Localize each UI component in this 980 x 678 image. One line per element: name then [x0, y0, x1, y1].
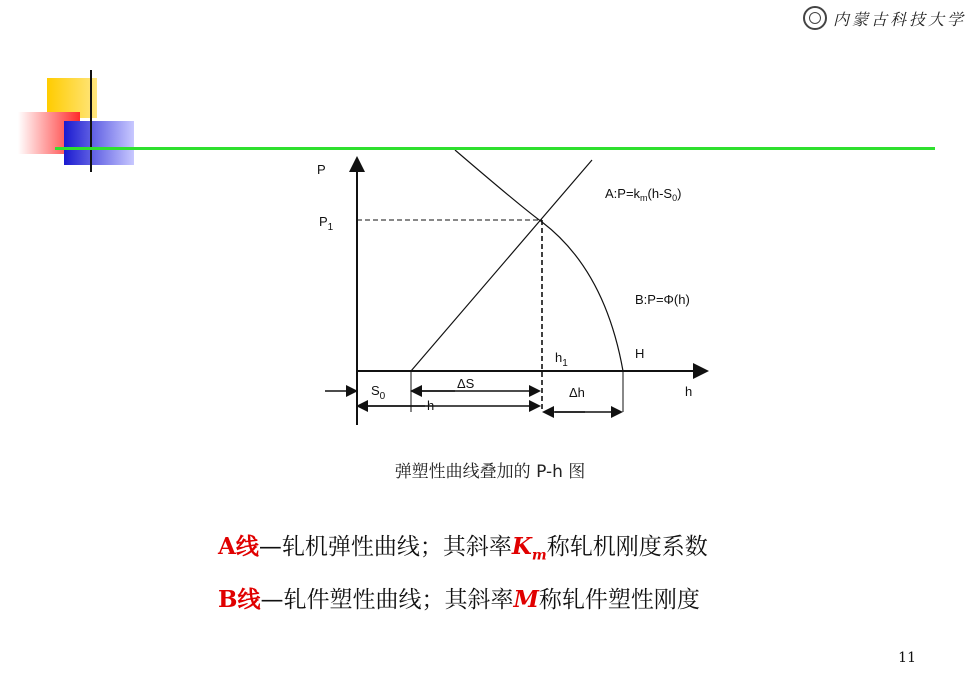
label-curve-a: $A:P=k_m(h-S_0)$	[605, 186, 682, 203]
label-h-axis: h	[685, 384, 693, 399]
label-p1: $P_1$	[319, 214, 334, 233]
curve-b-line	[455, 150, 623, 371]
label-p: P	[317, 162, 326, 177]
p-h-diagram	[305, 150, 725, 454]
label-ds: ΔS	[457, 376, 475, 391]
line-b-text: —轧件塑性曲线；其斜率	[260, 586, 514, 613]
label-dh: Δh	[569, 385, 585, 400]
line-b-suffix: 称轧件塑性刚度	[538, 586, 700, 613]
line-a-symbol: $K_m$	[511, 533, 547, 564]
diagram-caption: 弹塑性曲线叠加的 P-h 图	[394, 462, 586, 482]
title-ornament	[0, 0, 150, 184]
label-h1: $h_1$	[555, 350, 568, 369]
explanation-lines	[218, 525, 708, 622]
label-s0: $S_0$	[371, 383, 386, 402]
line-a-text: —轧机弹性曲线；其斜率	[258, 534, 512, 560]
line-a-prefix: A线	[218, 533, 259, 560]
line-a-suffix: 称轧机刚度系数	[546, 534, 708, 560]
line-b-prefix: B线	[218, 585, 261, 613]
university-seal-icon	[803, 6, 827, 30]
line-b	[218, 578, 708, 622]
university-name: 内蒙古科技大学	[832, 9, 966, 29]
university-logo	[803, 6, 966, 30]
line-a	[218, 525, 708, 578]
page-number: 11	[898, 650, 916, 666]
label-h-dim: h	[427, 398, 435, 413]
curve-a-line	[411, 160, 592, 371]
label-curve-b: B:P=Φ(h)	[635, 292, 690, 307]
label-H: H	[635, 346, 645, 361]
ornament-shapes-icon	[0, 0, 150, 180]
line-b-symbol: M	[513, 585, 539, 613]
